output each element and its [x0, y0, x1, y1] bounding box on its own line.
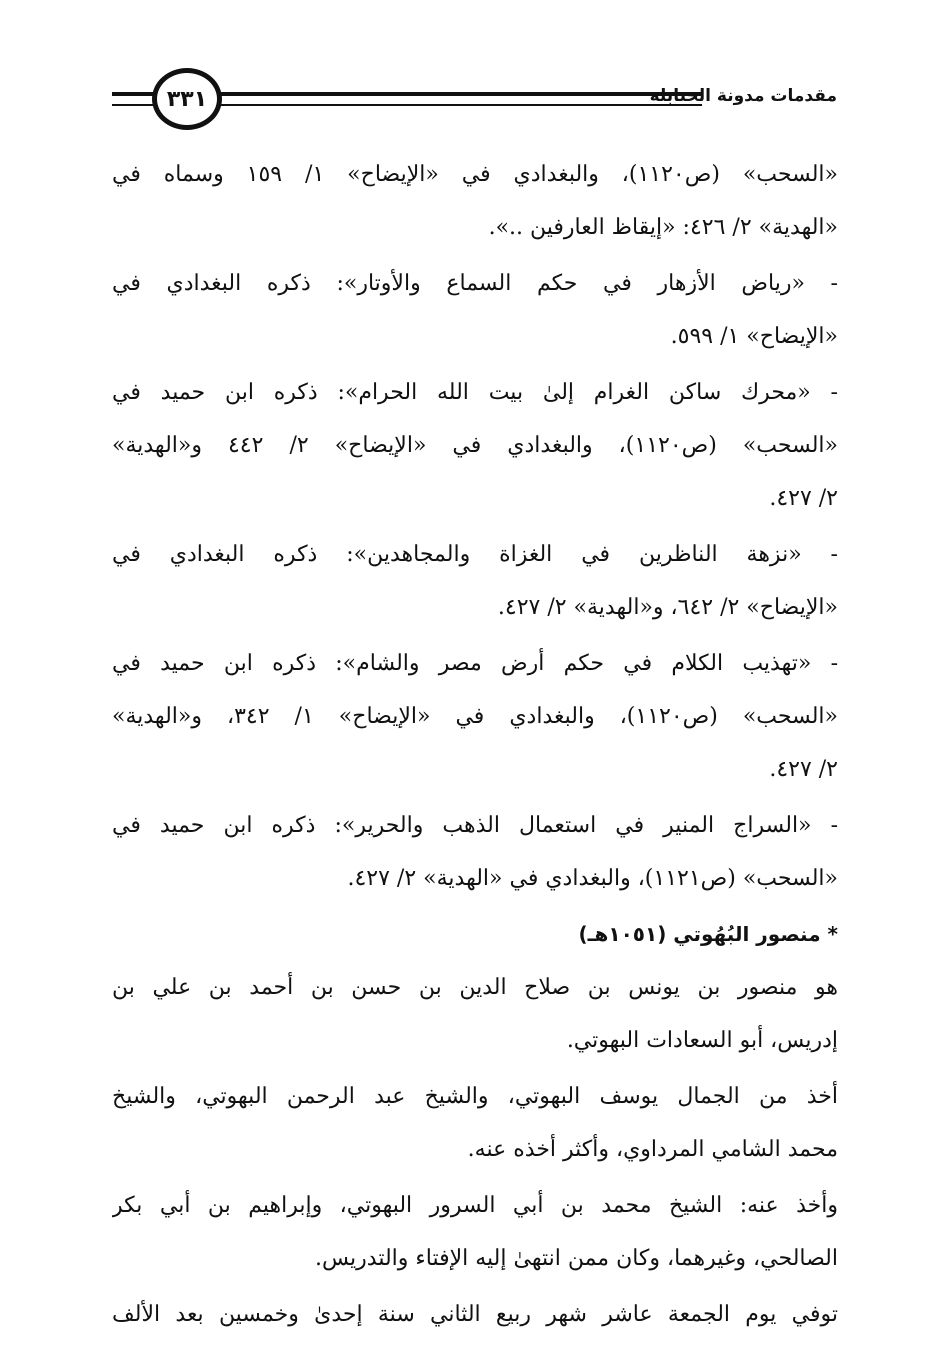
text-line: «الهدية» ٢/ ٤٢٦: «إيقاظ العارفين ..». [488, 215, 838, 240]
text-line: الصالحي، وغيرهما، وكان ممن انتهىٰ إليه الإفتاء والتدريس. [314, 1246, 838, 1271]
text-line: هو منصور بن يونس بن صلاح الدين بن حسن بن أحمد بن علي بن [112, 975, 838, 1000]
text-line: إدريس، أبو السعادات البهوتي. [566, 1028, 838, 1053]
text-line: ٢/ ٤٢٧. [769, 757, 838, 782]
text-line: «السحب» (ص١١٢٠)، والبغدادي في «الإيضاح» ١/ ١٥٩ وسماه في [112, 162, 838, 187]
text-line: «السحب» (ص١١٢٠)، والبغدادي في «الإيضاح» ١/ ٣٤٢، و«الهدية» [112, 704, 838, 729]
text-line: - «رياض الأزهار في حكم السماع والأوتار»: ذكره البغدادي في [112, 271, 838, 296]
text-line: - «محرك ساكن الغرام إلىٰ بيت الله الحرام»: ذكره ابن حميد في [112, 380, 838, 405]
text-line: ٢/ ٤٢٧. [769, 486, 838, 511]
running-title: مقدمات مدونة الحنابلة [649, 86, 837, 106]
text-line: «الإيضاح» ٢/ ٦٤٢، و«الهدية» ٢/ ٤٢٧. [497, 595, 838, 620]
page-number: ٣٣١ [152, 68, 222, 130]
header-rule-right [216, 92, 702, 106]
text-line: أخذ من الجمال يوسف البهوتي، والشيخ عبد الرحمن البهوتي، والشيخ [112, 1084, 838, 1109]
text-line: - «تهذيب الكلام في حكم أرض مصر والشام»: ذكره ابن حميد في [112, 651, 838, 676]
header-rule-left [112, 92, 156, 106]
page-body [112, 148, 838, 1341]
text-line: «الإيضاح» ١/ ٥٩٩. [670, 324, 838, 349]
page-header [112, 66, 837, 138]
text-line: «السحب» (ص١١٢٠)، والبغدادي في «الإيضاح» ٢/ ٤٤٢ و«الهدية» [112, 433, 838, 458]
text-line: توفي يوم الجمعة عاشر شهر ربيع الثاني سنة إحدىٰ وخمسين بعد الألف [112, 1302, 838, 1327]
section-heading: * منصور البُهُوتي (١٠٥١هـ) [578, 922, 838, 946]
text-line: محمد الشامي المرداوي، وأكثر أخذه عنه. [467, 1137, 838, 1162]
text-line: «السحب» (ص١١٢١)، والبغدادي في «الهدية» ٢/ ٤٢٧. [347, 866, 838, 891]
text-line: - «السراج المنير في استعمال الذهب والحرير»: ذكره ابن حميد في [112, 813, 838, 838]
text-line: - «نزهة الناظرين في الغزاة والمجاهدين»: ذكره البغدادي في [112, 542, 838, 567]
text-line: وأخذ عنه: الشيخ محمد بن أبي السرور البهوتي، وإبراهيم بن أبي بكر [112, 1193, 838, 1218]
